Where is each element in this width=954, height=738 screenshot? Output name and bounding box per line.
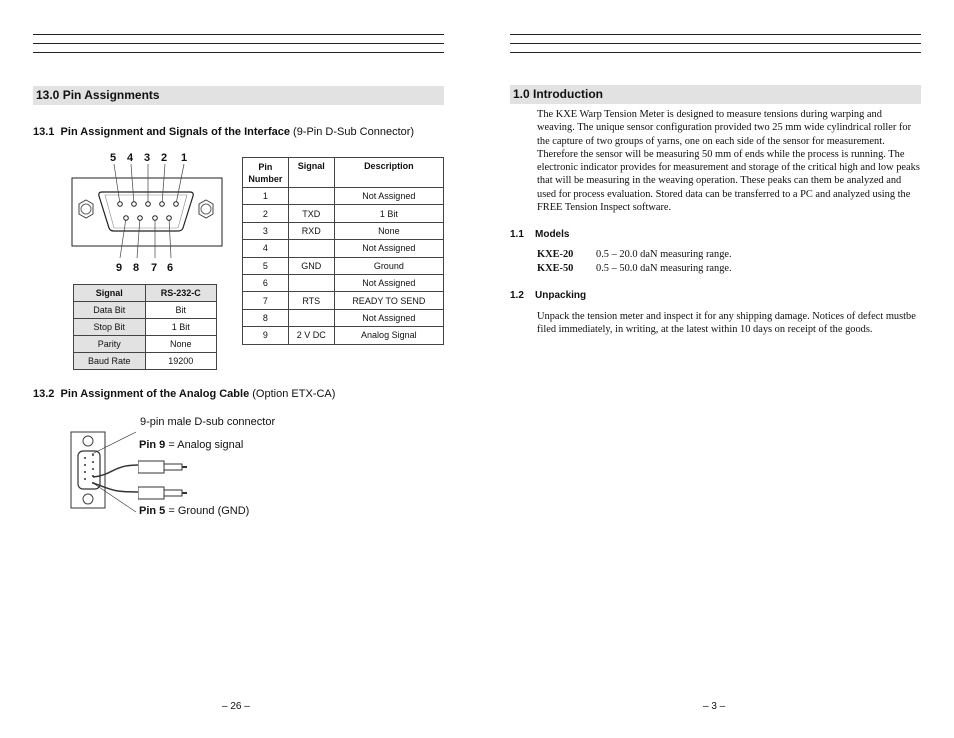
pin-label-3: 3 [144,152,151,164]
description-cell: Ground [334,257,443,274]
pin-table-header-description: Description [334,158,443,188]
pin-number-cell: 5 [243,257,289,274]
pin-table-header-pin-number: Pin Number [243,158,289,188]
subsection-normal: (Option ETX-CA) [252,388,336,400]
left-header-rule-3 [33,52,444,53]
pin-label-8: 8 [133,262,140,274]
model-range: 0.5 – 20.0 daN measuring range. [596,249,732,260]
rs-value-cell: 19200 [145,353,217,370]
signal-cell: RXD [288,222,334,239]
subsection-normal: (9-Pin D-Sub Connector) [293,126,415,138]
pin-number-cell: 1 [243,188,289,205]
left-page-number: – 26 – [222,701,250,712]
right-header-rule-2 [510,43,921,44]
model-range: 0.5 – 50.0 daN measuring range. [596,263,732,274]
pin-label-4: 4 [127,152,134,164]
cable-pin9-bold: Pin 9 [139,439,166,451]
pin-table-row [243,240,444,257]
description-cell: Not Assigned [334,274,443,291]
probe-pin-9 [138,458,188,476]
pin-label-6: 6 [167,262,174,274]
right-header-rule-1 [510,34,921,35]
description-cell: Not Assigned [334,309,443,326]
rs-table-row [74,319,217,336]
rs-signal-cell: Data Bit [74,302,146,319]
left-header-rule-1 [33,34,444,35]
rs-table-row [74,336,217,353]
cable-pin5-label [139,505,249,517]
cable-pin5-text: = Ground (GND) [165,505,250,517]
cable-pin9-text: = Analog signal [165,439,244,451]
rs-signal-cell: Baud Rate [74,353,146,370]
signal-cell [288,309,334,326]
rs-table-header-rs232c: RS-232-C [145,285,217,302]
pin-number-cell: 2 [243,205,289,222]
subsection-bold: Pin Assignment and Signals of the Interface [60,126,290,138]
unpacking-heading: 1.2 Unpacking [510,290,587,301]
pin-number-cell: 6 [243,274,289,291]
pin-table-row [243,222,444,239]
rs-table-row [74,353,217,370]
pin-label-7: 7 [151,262,158,274]
pin-table-row [243,274,444,291]
left-header-rule-2 [33,43,444,44]
rs-value-cell: Bit [145,302,217,319]
rs-table-header-signal: Signal [74,285,146,302]
unpacking-paragraph: Unpack the tension meter and inspect it for any shipping damage. Notices of defect mustbe filed immediately, in writing, at the latest within 10 days on receipt of the goods. [537,311,916,336]
intro-paragraph: The KXE Warp Tension Meter is designed to measure tensions during warping and weaving. The unique sensor configuration provided two 25 mm wide cylindrical roller for the capture of two groups of yarns, one on each side of the sensor for measurement. Therefore the sensor will be measuring 50 mm of ends while the process is running. The electronic indicator provides for measurement and storage of the critical high and low peaks that will be measuring in the weaving operation. These peaks can them be analyzed and used for process evaluation. Stored data can be transferred to a PC and analyzed using the FREE Tension Inspect software. [537,109,920,214]
section-title-pin-assignments: 13.0 Pin Assignments [33,86,444,105]
pin-number-cell: 7 [243,292,289,309]
pin-label-2: 2 [161,152,168,164]
signal-cell [288,274,334,291]
rs-table-row [74,302,217,319]
description-cell: Not Assigned [334,240,443,257]
pin-number-cell: 3 [243,222,289,239]
cable-pin9-label [139,439,243,451]
probe-pin-5 [138,484,188,502]
rs232-settings-table [73,284,217,370]
right-header-rule-3 [510,52,921,53]
pin-label-1: 1 [181,152,188,164]
rs-table-header-row [74,285,217,302]
signal-cell [288,188,334,205]
subsection-number: 13.2 [33,388,55,400]
model-name: KXE-50 [537,263,574,274]
pin-table-row [243,188,444,205]
subsection-number: 13.1 [33,126,55,138]
pin-table-row [243,309,444,326]
rs-value-cell: None [145,336,217,353]
pin-table-header-row [243,158,444,188]
pin-table-row [243,292,444,309]
description-cell: Not Assigned [334,188,443,205]
signal-cell: GND [288,257,334,274]
description-cell: READY TO SEND [334,292,443,309]
subsection-bold: Pin Assignment of the Analog Cable [60,388,250,400]
model-row-kxe20 [537,249,732,260]
pin-table-row [243,327,444,344]
pin-assignment-table [242,157,444,345]
subsection-13-2-heading [33,388,335,400]
signal-cell: RTS [288,292,334,309]
pin-label-9: 9 [116,262,123,274]
signal-cell: 2 V DC [288,327,334,344]
pin-number-cell: 9 [243,327,289,344]
pin-table-header-signal: Signal [288,158,334,188]
subsection-13-1-heading [33,126,414,138]
right-page-number: – 3 – [703,701,726,712]
dsub-connector-diagram [66,148,228,276]
pin-number-cell: 4 [243,240,289,257]
signal-cell: TXD [288,205,334,222]
description-cell: 1 Bit [334,205,443,222]
pin-table-row [243,205,444,222]
model-name: KXE-20 [537,249,574,260]
cable-connector-label: 9-pin male D-sub connector [140,416,276,428]
section-title-introduction: 1.0 Introduction [510,85,921,104]
pin-number-cell: 8 [243,309,289,326]
rs-value-cell: 1 Bit [145,319,217,336]
cable-pin5-bold: Pin 5 [139,505,166,517]
pin-label-5: 5 [110,152,117,164]
models-heading: 1.1 Models [510,229,570,240]
rs-signal-cell: Parity [74,336,146,353]
pin-table-row [243,257,444,274]
description-cell: None [334,222,443,239]
description-cell: Analog Signal [334,327,443,344]
signal-cell [288,240,334,257]
rs-signal-cell: Stop Bit [74,319,146,336]
model-row-kxe50 [537,263,732,274]
